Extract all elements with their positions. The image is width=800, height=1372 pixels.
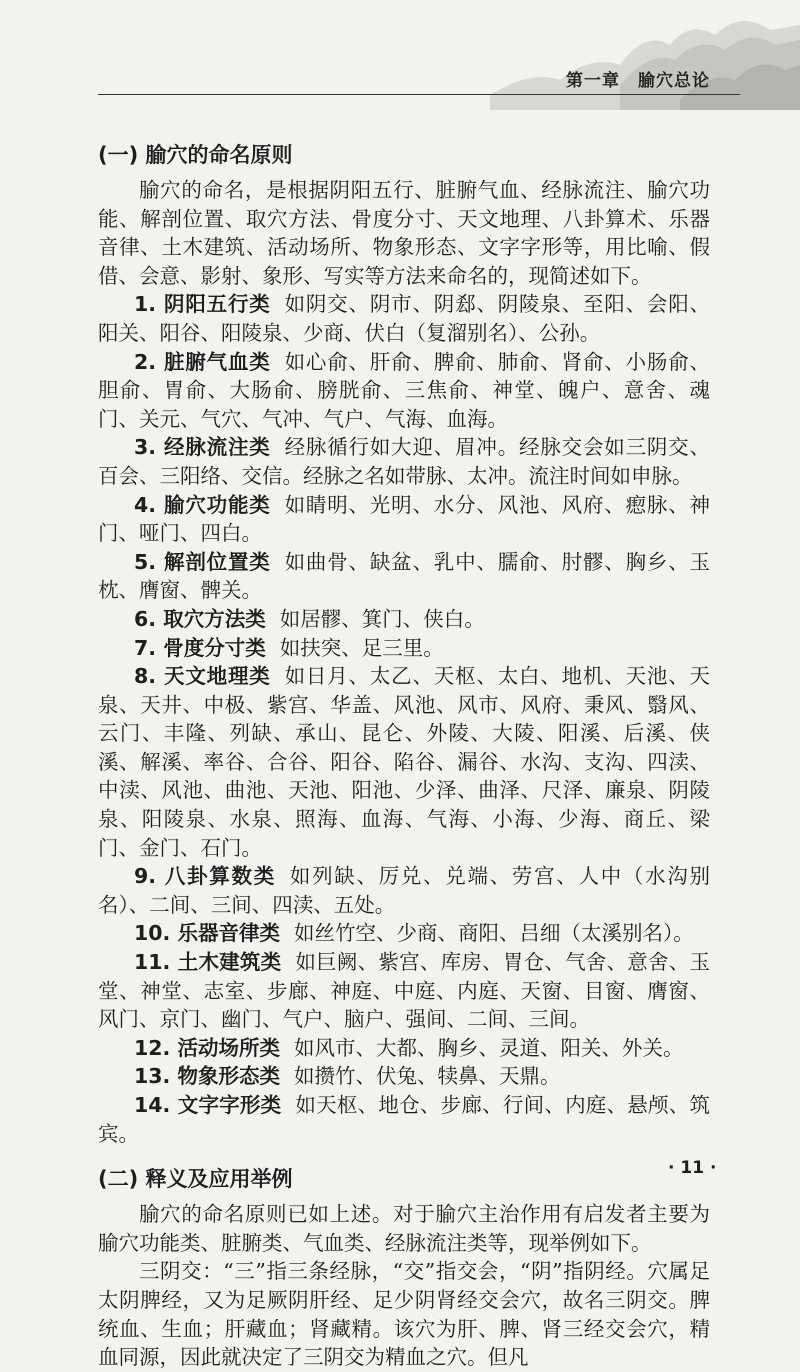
- item-category: 腧穴功能类: [164, 492, 271, 517]
- item-text: 如扶突、足三里。: [279, 635, 444, 660]
- item-category: 物象形态类: [177, 1064, 280, 1089]
- section-1-heading: (一) 腧穴的命名原则: [98, 143, 293, 167]
- naming-category-item: [98, 662, 710, 862]
- item-text: 如巨阙、紫宫、库房、胃仓、气舍、意舍、玉堂、神堂、志室、步廊、神庭、中庭、内庭、天窗、目窗、膺窗、风门、京门、幽门、气户、脑户、强间、二间、三间。: [98, 950, 711, 1032]
- item-text: 如日月、太乙、天枢、太白、地机、天池、天泉、天井、中极、紫宫、华盖、风池、风市、风府、秉风、翳风、云门、丰隆、列缺、承山、昆仑、外陵、大陵、阳溪、后溪、侠溪、解溪、率谷、合谷、阳谷、陷谷、漏谷、水沟、支沟、四渎、中渎、风池、曲池、天池、阳池、少泽、曲泽、尺泽、廉泉、阴陵泉、阳陵泉、水泉、照海、血海、气海、小海、少海、商丘、梁门、金门、石门。: [98, 664, 711, 860]
- item-text: 如丝竹空、少商、商阳、吕细（太溪别名）。: [293, 921, 694, 946]
- item-number: 9.: [134, 864, 165, 889]
- item-text: 如天枢、地仓、步廊、行间、内庭、悬颅、筑宾。: [98, 1093, 711, 1146]
- item-text: 如心俞、肝俞、脾俞、肺俞、肾俞、小肠俞、胆俞、胃俞、大肠俞、膀胱俞、三焦俞、神堂、魄户、意舍、魂门、关元、气穴、气冲、气户、气海、血海。: [98, 349, 711, 431]
- naming-category-item: [98, 548, 710, 605]
- naming-category-item: [98, 634, 710, 663]
- item-number: 7.: [134, 635, 164, 660]
- item-number: 1.: [134, 292, 165, 317]
- item-number: 11.: [134, 950, 178, 975]
- item-category: 取穴方法类: [163, 606, 266, 631]
- item-text: 经脉循行如大迎、眉冲。经脉交会如三阴交、百会、三阳络、交信。经脉之名如带脉、太冲。流注时间如申脉。: [98, 435, 711, 488]
- running-header: [98, 62, 740, 95]
- item-number: 4.: [134, 492, 165, 517]
- section-2-para-1: 腧穴的命名原则已如上述。对于腧穴主治作用有启发者主要为腧穴功能类、脏腑类、气血类、经脉流注类等，现举例如下。: [98, 1202, 710, 1255]
- item-text: 如阴交、阴市、阴郄、阴陵泉、至阳、会阳、阳关、阳谷、阳陵泉、少商、伏白（复溜别名）、公孙。: [98, 292, 711, 345]
- naming-category-list: [98, 290, 710, 1148]
- naming-category-item: [98, 948, 710, 1034]
- item-category: 天文地理类: [164, 664, 271, 689]
- item-number: 2.: [134, 349, 165, 374]
- item-category: 阴阳五行类: [164, 292, 271, 317]
- naming-category-item: [98, 919, 710, 948]
- naming-category-item: [98, 491, 710, 548]
- item-category: 经脉流注类: [164, 435, 271, 460]
- page-number: · 11 ·: [668, 1158, 717, 1178]
- item-text: 如居髎、箕门、侠白。: [279, 606, 485, 631]
- section-1-intro: 腧穴的命名，是根据阴阳五行、脏腑气血、经脉流注、腧穴功能、解剖位置、取穴方法、骨度分寸、天文地理、八卦算术、乐器音律、土木建筑、活动场所、物象形态、文字字形等，用比喻、假借、会意、影射、象形、写实等方法来命名的，现简述如下。: [98, 178, 710, 288]
- page-content: [98, 138, 710, 1372]
- item-text: 如风市、大都、胸乡、灵道、阳关、外关。: [293, 1035, 684, 1060]
- item-category: 活动场所类: [177, 1035, 280, 1060]
- item-number: 6.: [134, 606, 164, 631]
- item-category: 文字字形类: [177, 1093, 282, 1117]
- item-category: 乐器音律类: [177, 921, 280, 946]
- item-number: 12.: [134, 1035, 178, 1060]
- item-text: 如攒竹、伏兔、犊鼻、天鼎。: [293, 1064, 561, 1089]
- item-number: 3.: [134, 435, 165, 460]
- item-category: 脏腑气血类: [164, 349, 271, 374]
- section-2-heading: (二) 释义及应用举例: [98, 1167, 293, 1192]
- item-number: 10.: [134, 921, 178, 946]
- item-number: 8.: [134, 664, 165, 689]
- item-category: 解剖位置类: [164, 549, 271, 574]
- naming-category-item: [98, 1091, 710, 1148]
- naming-category-item: [98, 605, 710, 634]
- item-number: 5.: [134, 549, 165, 574]
- chapter-title: 第一章 腧穴总论: [566, 71, 710, 91]
- item-category: 土木建筑类: [177, 950, 282, 975]
- naming-category-item: [98, 862, 710, 919]
- item-number: 14.: [134, 1093, 178, 1117]
- naming-category-item: [98, 348, 710, 434]
- item-text: 如列缺、厉兑、兑端、劳宫、人中（水沟别名）、二间、三间、四渎、五处。: [98, 864, 710, 917]
- item-category: 骨度分寸类: [163, 635, 266, 660]
- item-number: 13.: [134, 1064, 178, 1089]
- section-2-para-2: 三阴交：“三”指三条经脉，“交”指交会，“阴”指阴经。穴属足太阴脾经，又为足厥阴肝经、足少阴肾经交会穴，故名三阴交。脾统血、生血；肝藏血；肾藏精。该穴为肝、脾、肾三经交会穴，精血同源，因此就决定了三阴交为精血之穴。但凡: [98, 1259, 710, 1370]
- naming-category-item: [98, 1034, 710, 1063]
- item-category: 八卦算数类: [164, 864, 276, 889]
- item-text: 如曲骨、缺盆、乳中、臑俞、肘髎、胸乡、玉枕、膺窗、髀关。: [98, 549, 711, 603]
- naming-category-item: [98, 290, 710, 347]
- item-text: 如睛明、光明、水分、风池、风府、瘛脉、神门、哑门、四白。: [98, 492, 711, 546]
- naming-category-item: [98, 1062, 710, 1091]
- naming-category-item: [98, 433, 710, 490]
